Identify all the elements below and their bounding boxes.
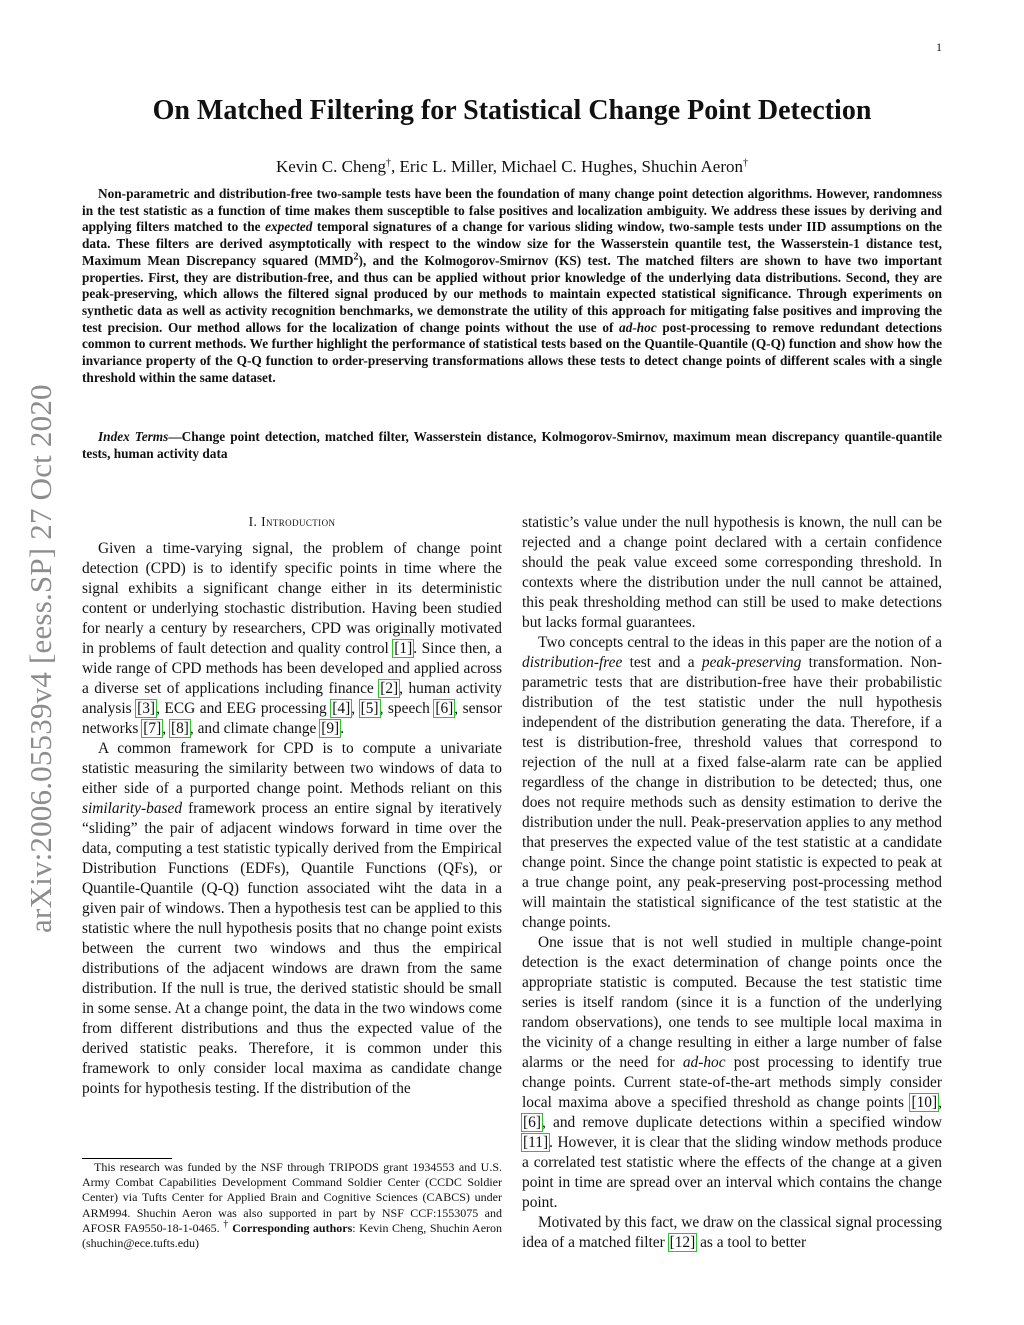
citation-link[interactable]: [1] <box>394 640 413 657</box>
author-name: Eric L. Miller <box>399 157 493 176</box>
index-terms: Index Terms—Change point detection, matched filter, Wasserstein distance, Kolmogorov-Smirnov, maximum mean discrepancy quantile-quantile tests, human activity data <box>82 429 942 461</box>
footnote-rule <box>82 1158 172 1159</box>
funding-footnote: This research was funded by the NSF through TRIPODS grant 1934553 and U.S. Army Combat Capabilities Development Command Soldier Center (CCDC Soldier Center) via Tufts Center for Applied Brain and Cognitive Sciences (CABCS) under ARM994. Shuchin Aeron was also supported in part by NSF CCF:1553075 and AFOSR FA9550-18-1-0465. † Corresponding authors: Kevin Cheng, Shuchin Aeron (shuchin@ece.tufts.edu) <box>82 1160 503 1251</box>
paragraph: Motivated by this fact, we draw on the classical signal processing idea of a matched filter [12] as a tool to better <box>522 1214 942 1251</box>
index-terms-label: Index Terms <box>98 429 169 444</box>
author-list: Kevin C. Cheng†, Eric L. Miller, Michael C. Hughes, Shuchin Aeron† <box>275 157 749 176</box>
citation-link[interactable]: [3] <box>137 700 156 717</box>
arxiv-identifier: arXiv:2006.05539v4 [eess.SP] 27 Oct 2020 <box>23 384 58 933</box>
citation-link[interactable]: [7] <box>143 720 162 737</box>
dagger-mark: † <box>386 157 391 169</box>
citation-link[interactable]: [5] <box>360 700 379 717</box>
citation-link[interactable]: [2] <box>380 680 399 697</box>
citation-link[interactable]: [6] <box>435 700 454 717</box>
citation-link[interactable]: [4] <box>332 700 351 717</box>
abstract: Non-parametric and distribution-free two-sample tests have been the foundation of many change point detection algorithms. However, randomness in the test statistic as a function of time makes them susceptible to false positives and localization ambiguity. We address these issues by deriving and applying filters matched to the expected temporal signatures of a change for various sliding window, two-sample tests under IID assumptions on the data. These filters are derived asymptotically with respect to the window size for the Wasserstein quantile test, the Wasserstein-1 distance test, Maximum Mean Discrepancy squared (MMD$^2$), and the Kolmogorov-Smirnov (KS) test. The matched filters are shown to have two important properties. First, they are distribution-free, and thus can be applied without prior knowledge of the underlying data distributions. Second, they are peak-preserving, which allows the filtered signal produced by our methods to maintain expected statistical significance. Through experiments on synthetic data as well as activity recognition benchmarks, we demonstrate the utility of this approach for mitigating false positives and improving the test precision. Our method allows for the localization of change points without the use of ad-hoc post-processing to remove redundant detections common to current methods. We further highlight the performance of statistical tests based on the Quantile-Quantile (Q-Q) function and show how the invariance property of the Q-Q function to order-preserving transformations allows these tests to detect change points of different scales with a single threshold within the same dataset. <box>82 186 943 385</box>
citation-link[interactable]: [11] <box>523 1134 549 1151</box>
left-column <box>82 539 502 1099</box>
citation-link[interactable]: [6] <box>523 1114 541 1131</box>
section-heading-introduction: I. Introduction <box>248 514 336 529</box>
paragraph: statistic’s value under the null hypothesis is known, the null can be rejected and a change point declared with a certain confidence should the peak value exceed some corresponding threshold. In contexts where the distribution under the null cannot be attained, this peak thresholding method can still be used to make detections but lacks formal guarantees. <box>522 514 942 631</box>
author-name: Shuchin Aeron <box>641 157 744 176</box>
paragraph: One issue that is not well studied in multiple change-point detection is the exact determination of change points once the appropriate statistic is computed. Because the test statistic time series is itself random (since it is a function of the underlying random observations), one tends to see multiple local maxima in the vicinity of a change resulting in either a large number of false alarms or the need for ad-hoc post processing to identify true change points. Current state-of-the-art methods simply consider local maxima above a specified threshold as change points [10], [6], and remove duplicate detections within a specified window [11]. However, it is clear that the sliding window methods produce a correlated test statistic where the effects of the change at a given point in time are spread over an interval which contains the change point. <box>522 934 942 1211</box>
right-column <box>522 513 942 1253</box>
paragraph: Given a time-varying signal, the problem of change point detection (CPD) is to identify specific points in time where the signal exhibits a significant change either in its deterministic content or underlying stochastic distribution. Having been studied for nearly a century by researchers, CPD was originally motivated in problems of fault detection and quality control [1]. Since then, a wide range of CPD methods has been developed and applied across a diverse set of applications including finance [2], human activity analysis [3], ECG and EEG processing [4], [5], speech [6], sensor networks [7], [8], and climate change [9]. <box>82 540 502 737</box>
dagger-mark: † <box>743 157 749 169</box>
citation-link[interactable]: [8] <box>170 720 189 737</box>
author-name: Michael C. Hughes <box>501 157 633 176</box>
dagger-mark: † <box>223 1218 229 1230</box>
paragraph: A common framework for CPD is to compute a univariate statistic measuring the similarity between two windows of data to either side of a purported change point. Methods reliant on this similarity-based framework process an entire signal by iteratively “sliding” the pair of adjacent windows forward in time over the data, computing a test statistic typically derived from the Empirical Distribution Functions (EDFs), Quantile Functions (QFs), or Quantile-Quantile (Q-Q) function associated wiht the data in a given pair of windows. Then a hypothesis test can be applied to this statistic where the null hypothesis posits that no change point exists between the current two windows and thus the empirical distributions of the adjacent windows are drawn from the same distribution. If the null is true, the derived statistic should be small in some sense. At a change point, the data in the two windows come from different distributions and thus the expected value of the derived statistic peaks. Therefore, it is common under this framework to only consider local maxima as candidate change points for hypothesis testing. If the distribution of the <box>82 740 502 1097</box>
paragraph: Two concepts central to the ideas in this paper are the notion of a distribution-free test and a peak-preserving transformation. Non-parametric tests that are distribution-free have their probabilistic distribution of the test statistic under the null hypothesis independent of the distribution generating the data. Therefore, if a test is distribution-free, threshold values that correspond to rejection of the null at a fixed false-alarm rate can be applied regardless of the change in distribution to be detected; thus, one does not require methods such as density estimation to derive the distribution under the null. Peak-preservation applies to any method that preserves the expected value of the test statistic at a candidate change point. Since the change point statistic is expected to peak at a true change point, any peak-preserving post-processing method will maintain the statistical significance of the test statistic at the change points. <box>522 634 942 931</box>
author-name: Kevin C. Cheng <box>275 157 386 176</box>
citation-link[interactable]: [12] <box>669 1234 696 1251</box>
paper-title: On Matched Filtering for Statistical Change Point Detection <box>152 95 872 126</box>
citation-link[interactable]: [9] <box>321 720 340 737</box>
citation-link[interactable]: [10] <box>911 1094 938 1111</box>
page-number: 1 <box>936 40 942 54</box>
